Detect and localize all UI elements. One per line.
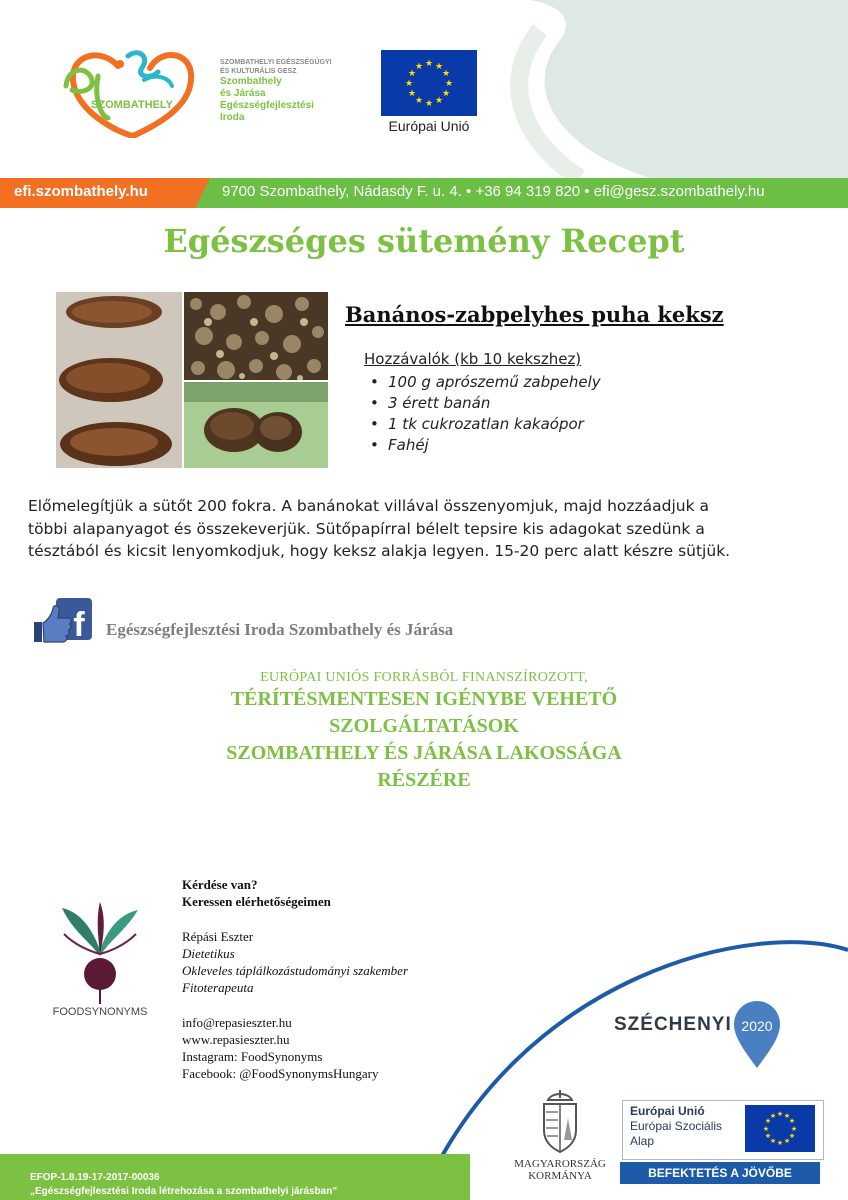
contact-role: Okleveles táplálkozástudományi szakember xyxy=(182,963,409,978)
instructions-line: tésztából és kicsit lenyomkodjuk, hogy keksz alakja legyen. 15-20 perc alatt készre sütjük. xyxy=(28,542,731,560)
recipe-instructions xyxy=(28,495,828,563)
facebook-page-name[interactable]: Egészségfejlesztési Iroda Szombathely és Járása xyxy=(106,620,454,639)
svg-text:★: ★ xyxy=(788,1117,796,1125)
efi-logo xyxy=(58,46,208,138)
contact-details: 9700 Szombathely, Nádasdy F. u. 4. • +36 94 319 820 • efi@gesz.szombathely.hu xyxy=(222,183,765,200)
list-item: • 100 g aprószemű zabpehely xyxy=(370,372,601,393)
svg-text:★: ★ xyxy=(783,1137,791,1145)
contact-role: Fitoterapeuta xyxy=(182,980,254,995)
contact-instagram[interactable]: Instagram: FoodSynonyms xyxy=(182,1049,323,1064)
efi-logo-subtitle: SZOMBATHELY xyxy=(91,99,173,111)
funding-line: SZOMBATHELY ÉS JÁRÁSA LAKOSSÁGA xyxy=(226,742,622,764)
contact-facebook[interactable]: Facebook: @FoodSynonymsHungary xyxy=(182,1066,379,1081)
svg-text:★: ★ xyxy=(764,1132,772,1140)
eu-fund-line: Európai Szociális xyxy=(630,1119,723,1133)
svg-text:★: ★ xyxy=(441,89,451,99)
page-title: Egészséges sütemény Recept xyxy=(163,222,685,260)
funding-line: TÉRÍTÉSMENTESEN IGÉNYBE VEHETŐ xyxy=(230,688,618,710)
svg-text:★: ★ xyxy=(762,1125,770,1133)
szechenyi-2020-badge xyxy=(732,1000,782,1070)
svg-text:★: ★ xyxy=(776,1110,784,1118)
eu-label: Európai Unió xyxy=(388,118,470,134)
government-label xyxy=(500,1158,620,1182)
contact-website[interactable]: www.repasieszter.hu xyxy=(182,1032,290,1047)
organization-name xyxy=(220,58,340,124)
svg-text:★: ★ xyxy=(424,99,434,109)
svg-text:f: f xyxy=(73,606,85,644)
org-name-line: és Járása xyxy=(220,88,266,99)
website-link[interactable]: efi.szombathely.hu xyxy=(14,183,148,200)
cookies-plate-photo xyxy=(184,382,328,468)
hungarian-crest-icon xyxy=(538,1090,582,1154)
svg-text:★: ★ xyxy=(414,96,424,106)
org-name-line: SZOMBATHELYI EGÉSZSÉGÜGYI xyxy=(220,59,332,66)
ingredient-list xyxy=(370,372,601,456)
contact-email[interactable]: info@repasieszter.hu xyxy=(182,1015,292,1030)
list-item: • 1 tk cukrozatlan kakaópor xyxy=(370,414,601,435)
svg-text:★: ★ xyxy=(783,1112,791,1120)
contact-name: Répási Eszter xyxy=(182,929,254,944)
svg-text:★: ★ xyxy=(407,89,417,99)
eu-flag-icon xyxy=(381,50,477,116)
eu-fund-line: Alap xyxy=(630,1134,655,1148)
funding-line: EURÓPAI UNIÓS FORRÁSBÓL FINANSZÍROZOTT, xyxy=(260,670,588,685)
eu-fund-line: Európai Unió xyxy=(630,1104,705,1118)
org-name-line: ÉS KULTURÁLIS GESZ xyxy=(220,68,297,75)
funding-statement xyxy=(0,670,848,794)
org-name-line: Iroda xyxy=(220,112,245,123)
svg-text:★: ★ xyxy=(414,62,424,72)
eu-social-fund-text xyxy=(630,1104,722,1149)
funding-line: RÉSZÉRE xyxy=(377,769,471,791)
foodsynonyms-logo-label: FOODSYNONYMS xyxy=(52,1006,148,1018)
svg-text:★: ★ xyxy=(444,79,454,89)
svg-text:★: ★ xyxy=(434,62,444,72)
project-code: EFOP-1.8.19-17-2017-00036 xyxy=(30,1172,160,1183)
instructions-line: többi alapanyagot és összekeverjük. Sütőpapírral bélelt tepsire kis adagokat szedünk a xyxy=(28,519,705,538)
svg-text:★: ★ xyxy=(790,1125,798,1133)
svg-text:★: ★ xyxy=(404,79,414,89)
svg-text:★: ★ xyxy=(441,69,451,79)
government-label-line: KORMÁNYA xyxy=(528,1170,592,1182)
contact-cta: Keressen elérhetőségeimen xyxy=(182,894,331,909)
svg-text:★: ★ xyxy=(764,1117,772,1125)
funding-line: SZOLGÁLTATÁSOK xyxy=(329,715,519,737)
svg-text:★: ★ xyxy=(788,1132,796,1140)
svg-text:★: ★ xyxy=(769,1112,777,1120)
government-label-line: MAGYARORSZÁG xyxy=(514,1158,606,1170)
dough-photo xyxy=(184,292,328,380)
instructions-line: Előmelegítjük a sütőt 200 fokra. A banánokat villával összenyomjuk, majd hozzáadjuk a xyxy=(28,497,710,515)
szechenyi-logo-text: SZÉCHENYI xyxy=(614,1014,732,1035)
svg-text:★: ★ xyxy=(776,1139,784,1147)
beet-logo xyxy=(52,900,148,1012)
list-item: • Fahéj xyxy=(370,435,601,456)
invest-in-future-banner: BEFEKTETÉS A JÖVŐBE xyxy=(620,1162,820,1184)
svg-text:★: ★ xyxy=(434,96,444,106)
svg-text:★: ★ xyxy=(769,1137,777,1145)
recipe-name: Banános-zabpelyhes puha keksz xyxy=(345,302,724,327)
eu-flag-icon xyxy=(745,1105,815,1152)
ingredients-heading: Hozzávalók (kb 10 kekszhez) xyxy=(364,350,582,368)
contact-question: Kérdése van? xyxy=(182,877,258,892)
cookie-photo xyxy=(56,292,182,468)
project-description: „Egészségfejlesztési Iroda létrehozása a szombathelyi járásban" xyxy=(30,1186,338,1197)
svg-text:★: ★ xyxy=(424,59,434,69)
svg-text:★: ★ xyxy=(407,69,417,79)
list-item: • 3 érett banán xyxy=(370,393,601,414)
contact-person-block xyxy=(182,876,482,1082)
facebook-like-icon[interactable] xyxy=(32,596,94,644)
org-name-line: Szombathely xyxy=(220,76,282,87)
contact-role: Dietetikus xyxy=(182,946,235,961)
szechenyi-year: 2020 xyxy=(741,1018,773,1034)
org-name-line: Egészségfejlesztési xyxy=(220,100,314,111)
